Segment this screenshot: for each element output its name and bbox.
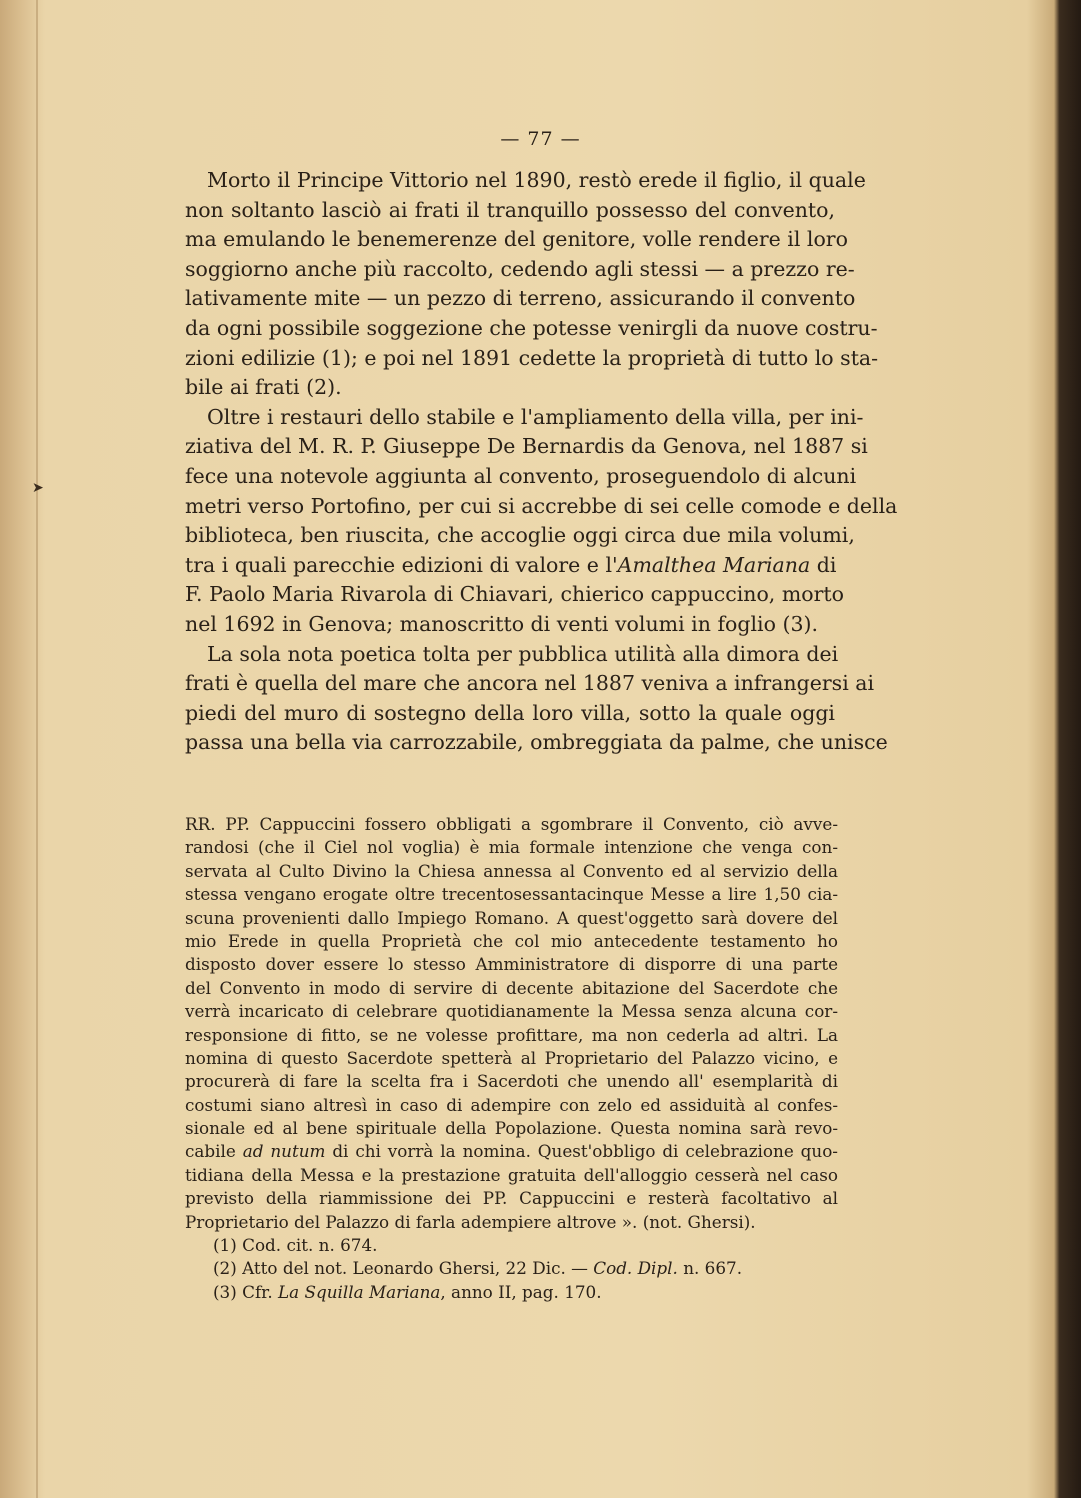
body-line xyxy=(185,403,864,433)
footnote-line xyxy=(185,1211,838,1234)
footnote-line xyxy=(185,836,838,859)
footnote-line xyxy=(185,1140,838,1163)
body-line xyxy=(185,462,857,492)
page-number: — 77 — xyxy=(500,128,581,150)
body-line xyxy=(185,344,879,374)
margin-mark-icon: ➤ xyxy=(32,480,44,496)
text-segment: verrà incaricato di celebrare quotidianamente la Messa senza alcuna cor- xyxy=(185,1001,838,1022)
text-segment: ziativa del M. R. P. Giuseppe De Bernardis da Genova, nel 1887 si xyxy=(185,434,868,459)
text-segment: del Convento in modo di servire di decente abitazione del Sacerdote che xyxy=(185,977,838,998)
footnotes xyxy=(185,813,838,1304)
text-segment: stessa vengano erogate oltre trecentosessantacinque Messe a lire 1,50 cia- xyxy=(185,884,838,905)
text-segment: biblioteca, ben riuscita, che accoglie oggi circa due mila volumi, xyxy=(185,523,855,548)
text-segment: (2) Atto del not. Leonardo Ghersi, 22 Dic. — xyxy=(213,1258,594,1279)
body-line xyxy=(185,225,848,255)
footnote-line xyxy=(185,1281,838,1304)
text-segment: bile ai frati (2). xyxy=(185,375,342,400)
page-fold xyxy=(36,0,38,1498)
body-line xyxy=(185,669,875,699)
italic-text: ad nutum xyxy=(242,1141,326,1162)
text-segment: (3) Cfr. xyxy=(213,1281,279,1302)
text-segment: mio Erede in quella Proprietà che col mio antecedente testamento ho xyxy=(185,930,838,951)
footnote-line xyxy=(185,977,838,1000)
footnote-line xyxy=(185,953,838,976)
body-line xyxy=(185,699,835,729)
body-line xyxy=(185,551,835,581)
body-line xyxy=(185,521,855,551)
text-segment: Proprietario del Palazzo di farla adempiere altrove ». (not. Ghersi). xyxy=(185,1211,756,1232)
footnote-line xyxy=(185,883,838,906)
footnote-line xyxy=(185,813,838,836)
footnote-line xyxy=(185,1117,838,1140)
text-segment: randosi (che il Ciel nol voglia) è mia formale intenzione che venga con- xyxy=(185,837,838,858)
body-line xyxy=(185,373,835,403)
text-segment: di xyxy=(810,552,837,577)
body-line xyxy=(185,492,898,522)
text-segment: da ogni possibile soggezione che potesse venirgli da nuove costru- xyxy=(185,315,878,340)
text-segment: piedi del muro di sostegno della loro villa, sotto la quale oggi xyxy=(185,700,835,725)
text-segment: passa una bella via carrozzabile, ombreggiata da palme, che unisce xyxy=(185,730,888,755)
text-segment: tra i quali parecchie edizioni di valore e l' xyxy=(185,552,618,577)
italic-text: Amalthea Mariana xyxy=(617,552,811,577)
text-segment: sionale ed al bene spirituale della Popolazione. Questa nomina sarà revo- xyxy=(185,1118,838,1139)
footnote-line xyxy=(185,1024,838,1047)
footnote-line xyxy=(185,1187,838,1210)
body-line xyxy=(185,640,839,670)
body-line xyxy=(185,166,866,196)
text-segment: Morto il Principe Vittorio nel 1890, restò erede il figlio, il quale xyxy=(207,168,866,192)
text-segment: F. Paolo Maria Rivarola di Chiavari, chierico cappuccino, morto xyxy=(185,582,844,607)
footnote-line xyxy=(185,1257,838,1280)
text-segment: non soltanto lasciò ai frati il tranquillo possesso del convento, xyxy=(185,197,835,222)
text-segment: lativamente mite — un pezzo di terreno, assicurando il convento xyxy=(185,286,856,311)
text-segment: di chi vorrà la nomina. Quest'obbligo di celebrazione quo- xyxy=(325,1141,838,1162)
text-segment: metri verso Portofino, per cui si accrebbe di sei celle comode e della xyxy=(185,493,898,518)
footnote-line xyxy=(185,907,838,930)
footnote-line xyxy=(185,1047,838,1070)
text-segment: , anno II, pag. 170. xyxy=(440,1281,602,1302)
footnote-line xyxy=(185,860,838,883)
italic-text: La Squilla Mariana xyxy=(278,1281,441,1302)
text-segment: disposto dover essere lo stesso Amministratore di disporre di una parte xyxy=(185,954,838,975)
body-line xyxy=(185,284,856,314)
text-segment: nomina di questo Sacerdote spetterà al Proprietario del Palazzo vicino, e xyxy=(185,1047,838,1068)
text-segment: (1) Cod. cit. n. 674. xyxy=(213,1235,378,1256)
body-line xyxy=(185,580,844,610)
text-segment: costumi siano altresì in caso di adempire con zelo ed assiduità al confes- xyxy=(185,1094,838,1115)
text-segment: frati è quella del mare che ancora nel 1887 veniva a infrangersi ai xyxy=(185,671,875,696)
text-segment: tidiana della Messa e la prestazione gratuita dell'alloggio cesserà nel caso xyxy=(185,1164,838,1185)
text-segment: servata al Culto Divino la Chiesa annessa al Convento ed al servizio della xyxy=(185,860,838,881)
body-text xyxy=(185,166,898,758)
footnote-line xyxy=(185,1234,838,1257)
text-segment: responsione di fitto, se ne volesse profittare, ma non cederla ad altri. La xyxy=(185,1024,838,1045)
text-segment: nel 1692 in Genova; manoscritto di venti volumi in foglio (3). xyxy=(185,611,819,636)
text-segment: Oltre i restauri dello stabile e l'ampliamento della villa, per ini- xyxy=(207,404,864,429)
text-segment: zioni edilizie (1); e poi nel 1891 cedette la proprietà di tutto lo sta- xyxy=(185,345,879,370)
body-line xyxy=(185,255,855,285)
text-segment: La sola nota poetica tolta per pubblica utilità alla dimora dei xyxy=(207,641,839,666)
text-segment: procurerà di fare la scelta fra i Sacerdoti che unendo all' esemplarità di xyxy=(185,1071,838,1092)
footnote-line xyxy=(185,1070,838,1093)
body-line xyxy=(185,728,888,758)
italic-text: Cod. Dipl. xyxy=(593,1258,678,1279)
body-line xyxy=(185,196,835,226)
body-line xyxy=(185,610,835,640)
text-segment: previsto della riammissione dei PP. Cappuccini e resterà facoltativo al xyxy=(185,1188,838,1209)
footnote-line xyxy=(185,1000,838,1023)
footnote-line xyxy=(185,1164,838,1187)
text-segment: fece una notevole aggiunta al convento, proseguendolo di alcuni xyxy=(185,463,857,488)
text-segment: n. 667. xyxy=(677,1258,743,1279)
body-line xyxy=(185,432,868,462)
text-segment: scuna provenienti dallo Impiego Romano. A quest'oggetto sarà dovere del xyxy=(185,907,838,928)
footnote-line xyxy=(185,930,838,953)
text-segment: ma emulando le benemerenze del genitore, volle rendere il loro xyxy=(185,227,848,252)
text-segment: cabile xyxy=(185,1141,243,1162)
text-segment: soggiorno anche più raccolto, cedendo agli stessi — a prezzo re- xyxy=(185,256,855,281)
text-segment: RR. PP. Cappuccini fossero obbligati a sgombrare il Convento, ciò avve- xyxy=(185,814,838,834)
body-line xyxy=(185,314,878,344)
footnote-line xyxy=(185,1094,838,1117)
